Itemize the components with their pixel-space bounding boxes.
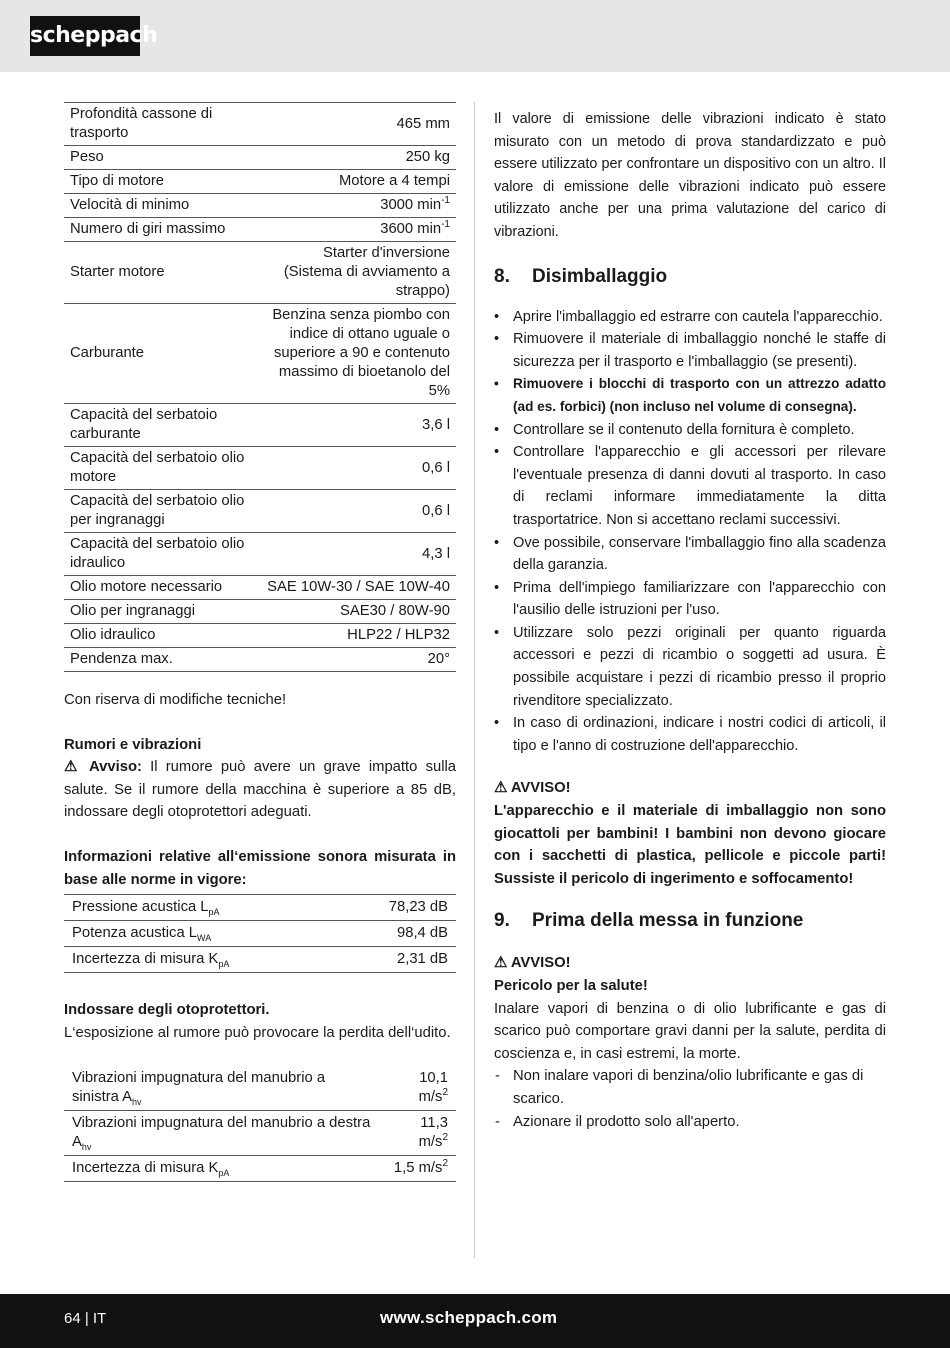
- startup-item: - Azionare il prodotto solo all'aperto.: [494, 1111, 886, 1134]
- spec-value: [256, 170, 456, 194]
- spec-value-text: Starter d'inversione (Sistema di avviamento a strappo): [283, 245, 450, 299]
- spec-label: Velocità di minimo: [64, 194, 256, 218]
- spec-value: [256, 600, 456, 624]
- spec-value: [256, 146, 456, 170]
- spec-value: [256, 533, 456, 576]
- noise-warning: [64, 756, 456, 824]
- spec-row: [64, 146, 456, 170]
- vibration-label-subscript: hv: [132, 1097, 142, 1108]
- warning-1-title: ⚠ AVVISO!: [494, 780, 571, 797]
- noise-row: [64, 921, 456, 947]
- spec-value-text: Benzina senza piombo con indice di ottano uguale o superiore a 90 e contenuto massimo di bioetanolo del 5%: [272, 307, 450, 399]
- spec-value-text: HLP22 / HLP32: [347, 627, 450, 643]
- unpacking-item: • Ove possibile, conservare l'imballaggio fino alla scadenza della garanzia.: [494, 532, 886, 577]
- spec-value-text: 3600 min: [380, 221, 442, 237]
- section-9-title: Prima della messa in funzione: [532, 910, 804, 932]
- section-8-heading: [494, 264, 886, 290]
- section-8-title: Disimballaggio: [532, 265, 668, 287]
- spec-value-text: 20°: [427, 651, 450, 667]
- noise-label-text: Potenza acustica L: [72, 925, 198, 942]
- spec-label: Carburante: [64, 304, 256, 404]
- spec-value-unit-exponent: -1: [441, 219, 450, 231]
- noise-label: [64, 921, 337, 947]
- unpacking-item: • Rimuovere il materiale di imballaggio nonché le staffe di sicurezza per il trasporto e l'imballaggio (se presenti).: [494, 328, 886, 373]
- unpacking-item: • Controllare l'apparecchio e gli accessori per rilevare l'eventuale presenza di danni dovuti al trasporto. In caso di reclami informare immediatamente la ditta trasportatrice. Non si accettano reclami successivi.: [494, 441, 886, 531]
- spec-label: Pendenza max.: [64, 648, 256, 672]
- spec-label: Peso: [64, 146, 256, 170]
- vibration-value-text: 11,3 m/s: [418, 1115, 448, 1151]
- spec-value: [256, 242, 456, 304]
- vibration-value-text: 10,1 m/s: [418, 1070, 448, 1106]
- spec-value-text: 250 kg: [405, 149, 450, 165]
- noise-value: 78,23 dB: [337, 895, 456, 921]
- spec-row: [64, 447, 456, 490]
- noise-warning-label: ⚠ Avviso:: [64, 759, 142, 776]
- noise-value: 98,4 dB: [337, 921, 456, 947]
- vibration-intro: Il valore di emissione delle vibrazioni indicato è stato misurato con un metodo di prova standardizzato e può essere utilizzato per confrontare un dispositivo con un altro. Il valore di emissione delle vibrazioni indicato può essere utilizzato anche per una prima valutazione del carico di vibrazioni.: [494, 111, 886, 240]
- warning-2-text: Inalare vapori di benzina o di olio lubrificante e gas di scarico può comportare gravi danni per la salute, perdita di coscienza e, in casi estremi, la morte.: [494, 1000, 886, 1062]
- noise-label-subscript: WA: [197, 933, 212, 944]
- spec-label: Olio per ingranaggi: [64, 600, 256, 624]
- spec-value: [256, 194, 456, 218]
- protect-title: Indossare degli otoprotettori.: [64, 1002, 270, 1019]
- spec-row: [64, 600, 456, 624]
- vibration-label-subscript: pA: [218, 1168, 230, 1179]
- noise-label: [64, 947, 337, 973]
- spec-row: [64, 304, 456, 404]
- section-9-heading: [494, 908, 886, 934]
- spec-value-text: SAE30 / 80W-90: [340, 603, 450, 619]
- column-divider: [474, 102, 475, 1258]
- noise-title: Rumori e vibrazioni: [64, 736, 202, 753]
- vibration-value-text: 1,5 m/s: [393, 1160, 443, 1177]
- spec-label: Capacità del serbatoio carburante: [64, 404, 256, 447]
- warning-2-subtitle: Pericolo per la salute!: [494, 978, 648, 994]
- spec-value-text: 3000 min: [380, 197, 442, 213]
- spec-value-text: 4,3 l: [422, 545, 450, 562]
- spec-label: Numero di giri massimo: [64, 218, 256, 242]
- spec-label: Starter motore: [64, 242, 256, 304]
- spec-value-unit-exponent: -1: [441, 195, 450, 207]
- spec-label: Capacità del serbatoio olio motore: [64, 447, 256, 490]
- unpacking-item: • Utilizzare solo pezzi originali per quanto riguarda accessori e pezzi di ricambio o soggetti ad usura. È possibile acquistare i pezzi di ricambio presso il proprio rivenditore specializzato.: [494, 622, 886, 712]
- unpacking-item: • Controllare se il contenuto della fornitura è completo.: [494, 419, 886, 442]
- unpacking-item: • Rimuovere i blocchi di trasporto con un attrezzo adatto (ad es. forbici) (non incluso nel volume di consegna).: [494, 373, 886, 418]
- spec-value-text: 465 mm: [396, 115, 450, 132]
- noise-label-subscript: pA: [218, 959, 230, 970]
- right-column: [494, 108, 886, 1133]
- noise-warning-text: Il rumore può avere un grave impatto sulla salute. Se il rumore della macchina è superiore a 85 dB, indossare degli otoprotettori adeguati.: [64, 759, 456, 821]
- emission-title: Informazioni relative all‘emissione sonora misurata in base alle norme in vigore:: [64, 848, 456, 888]
- vibration-row: [64, 1066, 456, 1111]
- vibration-value-exponent: 2: [442, 1132, 448, 1144]
- vibration-value: [381, 1066, 456, 1111]
- noise-table: [64, 894, 456, 973]
- noise-row: [64, 895, 456, 921]
- spec-row: [64, 170, 456, 194]
- spec-value: [256, 218, 456, 242]
- section-9-number: 9.: [494, 910, 510, 932]
- scheppach-logo: scheppach: [30, 16, 140, 56]
- protect-text: L‘esposizione al rumore può provocare la perdita dell‘udito.: [64, 1024, 451, 1041]
- startup-list: [494, 1065, 886, 1133]
- spec-row: [64, 533, 456, 576]
- vibration-label-subscript: hv: [81, 1142, 92, 1153]
- spec-value-text: 0,6 l: [422, 502, 450, 519]
- reserve-note: Con riserva di modifiche tecniche!: [64, 692, 287, 708]
- spec-value-text: 3,6 l: [422, 416, 450, 433]
- vibration-label: [64, 1111, 381, 1156]
- spec-value: [256, 624, 456, 648]
- spec-row: [64, 648, 456, 672]
- spec-value: [256, 103, 456, 146]
- vibration-value: [381, 1156, 456, 1182]
- vibration-label-text: Incertezza di misura K: [72, 1160, 219, 1177]
- unpacking-item: • Prima dell'impiego familiarizzare con l'apparecchio con l'ausilio delle istruzioni per l'uso.: [494, 577, 886, 622]
- page-footer: [0, 1294, 950, 1348]
- spec-value: [256, 490, 456, 533]
- spec-row: [64, 103, 456, 146]
- vibration-value-exponent: 2: [442, 1087, 448, 1099]
- spec-value-text: Motore a 4 tempi: [338, 173, 450, 189]
- spec-label: Olio idraulico: [64, 624, 256, 648]
- vibration-value: [381, 1111, 456, 1156]
- spec-value: [256, 648, 456, 672]
- vibration-row: [64, 1156, 456, 1182]
- noise-value: 2,31 dB: [337, 947, 456, 973]
- spec-row: [64, 404, 456, 447]
- vibration-label-text: Vibrazioni impugnatura del manubrio a destra A: [72, 1115, 371, 1151]
- noise-label-text: Pressione acustica L: [72, 899, 209, 916]
- spec-value: [256, 576, 456, 600]
- spec-value: [256, 447, 456, 490]
- spec-row: [64, 576, 456, 600]
- spec-value-text: 0,6 l: [422, 459, 450, 476]
- unpacking-list: [494, 306, 886, 758]
- startup-item: - Non inalare vapori di benzina/olio lubrificante e gas di scarico.: [494, 1065, 886, 1110]
- noise-label-text: Incertezza di misura K: [72, 951, 219, 968]
- spec-row: [64, 242, 456, 304]
- vibration-value-exponent: 2: [442, 1158, 448, 1170]
- vibration-table: [64, 1066, 456, 1182]
- spec-table: [64, 102, 456, 672]
- vibration-row: [64, 1111, 456, 1156]
- page-header: [0, 0, 950, 72]
- spec-value-text: SAE 10W-30 / SAE 10W-40: [267, 579, 450, 595]
- spec-label: Capacità del serbatoio olio idraulico: [64, 533, 256, 576]
- noise-label-subscript: pA: [208, 907, 220, 918]
- spec-label: Capacità del serbatoio olio per ingranaggi: [64, 490, 256, 533]
- noise-row: [64, 947, 456, 973]
- left-column: [64, 102, 456, 1182]
- vibration-label-text: Vibrazioni impugnatura del manubrio a sinistra A: [72, 1070, 326, 1106]
- page-number: 64 | IT: [64, 1310, 107, 1327]
- warning-1-text: L'apparecchio e il materiale di imballaggio non sono giocattoli per bambini! I bambini non devono giocare con i sacchetti di plastica, pellicole e piccole parti! Sussiste il pericolo di ingerimento e soffocamento!: [494, 803, 886, 887]
- noise-label: [64, 895, 337, 921]
- section-8-number: 8.: [494, 265, 510, 287]
- spec-label: Tipo di motore: [64, 170, 256, 194]
- vibration-label: [64, 1066, 381, 1111]
- spec-row: [64, 490, 456, 533]
- unpacking-item: • In caso di ordinazioni, indicare i nostri codici di articoli, il tipo e l'anno di costruzione dell'apparecchio.: [494, 712, 886, 757]
- spec-label: Profondità cassone di trasporto: [64, 103, 256, 146]
- spec-value: [256, 404, 456, 447]
- spec-label: Olio motore necessario: [64, 576, 256, 600]
- spec-row: [64, 194, 456, 218]
- spec-value: [256, 304, 456, 404]
- warning-2-title: ⚠ AVVISO!: [494, 955, 571, 972]
- footer-url: www.scheppach.com: [380, 1308, 558, 1327]
- spec-row: [64, 218, 456, 242]
- vibration-label: [64, 1156, 381, 1182]
- spec-row: [64, 624, 456, 648]
- unpacking-item: • Aprire l'imballaggio ed estrarre con cautela l'apparecchio.: [494, 306, 886, 329]
